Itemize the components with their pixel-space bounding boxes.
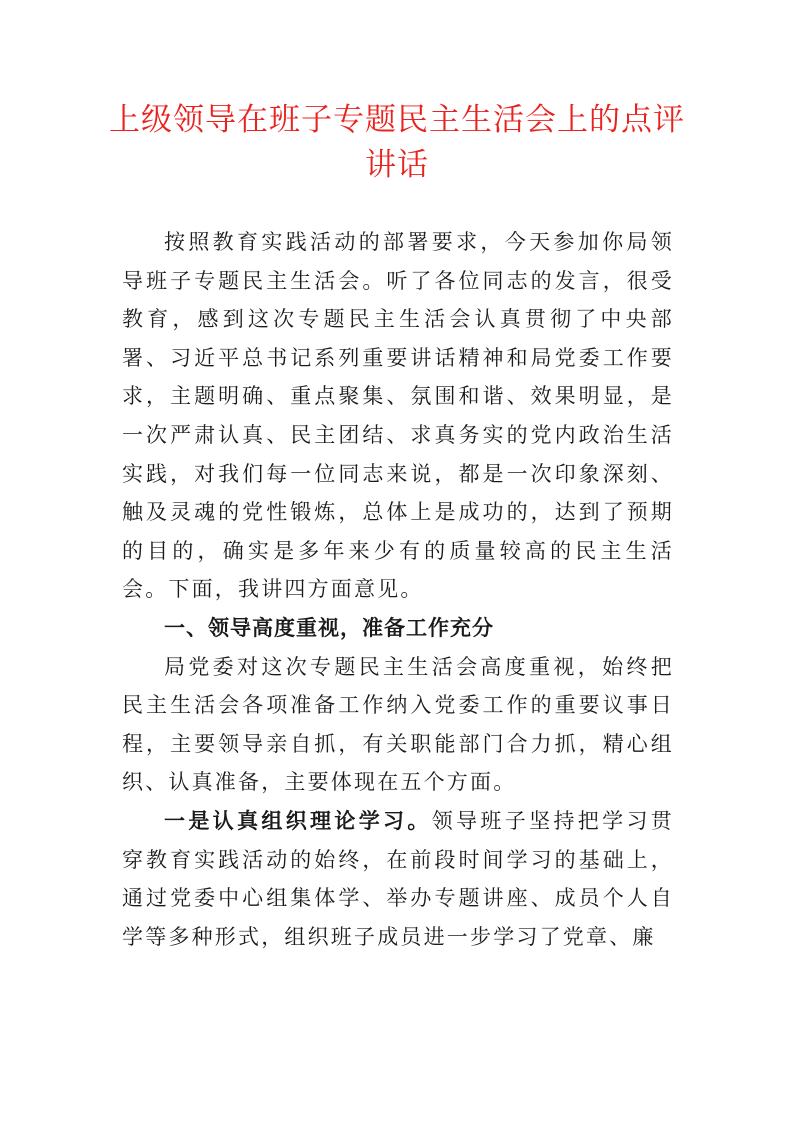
point-text: 领导班子坚持把学习贯穿教育实践活动的始终，在前段时间学习的基础上，通过党委中心组集体学、举办专题讲座、成员个人自学等多种形式，组织班子成员进一步学习了党章、廉 [122, 808, 675, 949]
point-lead: 一是认真组织理论学习。 [164, 807, 432, 833]
document-title: 上级领导在班子专题民主生活会上的点评讲话 [109, 102, 685, 183]
paragraph-point-1 [122, 802, 674, 956]
document-body [122, 223, 674, 956]
section-heading-1: 一、领导高度重视，准备工作充分 [164, 615, 494, 640]
paragraph-section-1: 局党委对这次专题民主生活会高度重视，始终把民主生活会各项准备工作纳入党委工作的重要议事日程，主要领导亲自抓，有关职能部门合力抓，精心组织、认真准备，主要体现在五个方面。 [122, 654, 674, 795]
paragraph-intro: 按照教育实践活动的部署要求，今天参加你局领导班子专题民主生活会。听了各位同志的发言，很受教育，感到这次专题民主生活会认真贯彻了中央部署、习近平总书记系列重要讲话精神和局党委工作要求，主题明确、重点聚集、氛围和谐、效果明显，是一次严肃认真、民主团结、求真务实的党内政治生活实践，对我们每一位同志来说，都是一次印象深刻、触及灵魂的党性锻炼，总体上是成功的，达到了预期的目的，确实是多年来少有的质量较高的民主生活会。下面，我讲四方面意见。 [122, 230, 674, 602]
